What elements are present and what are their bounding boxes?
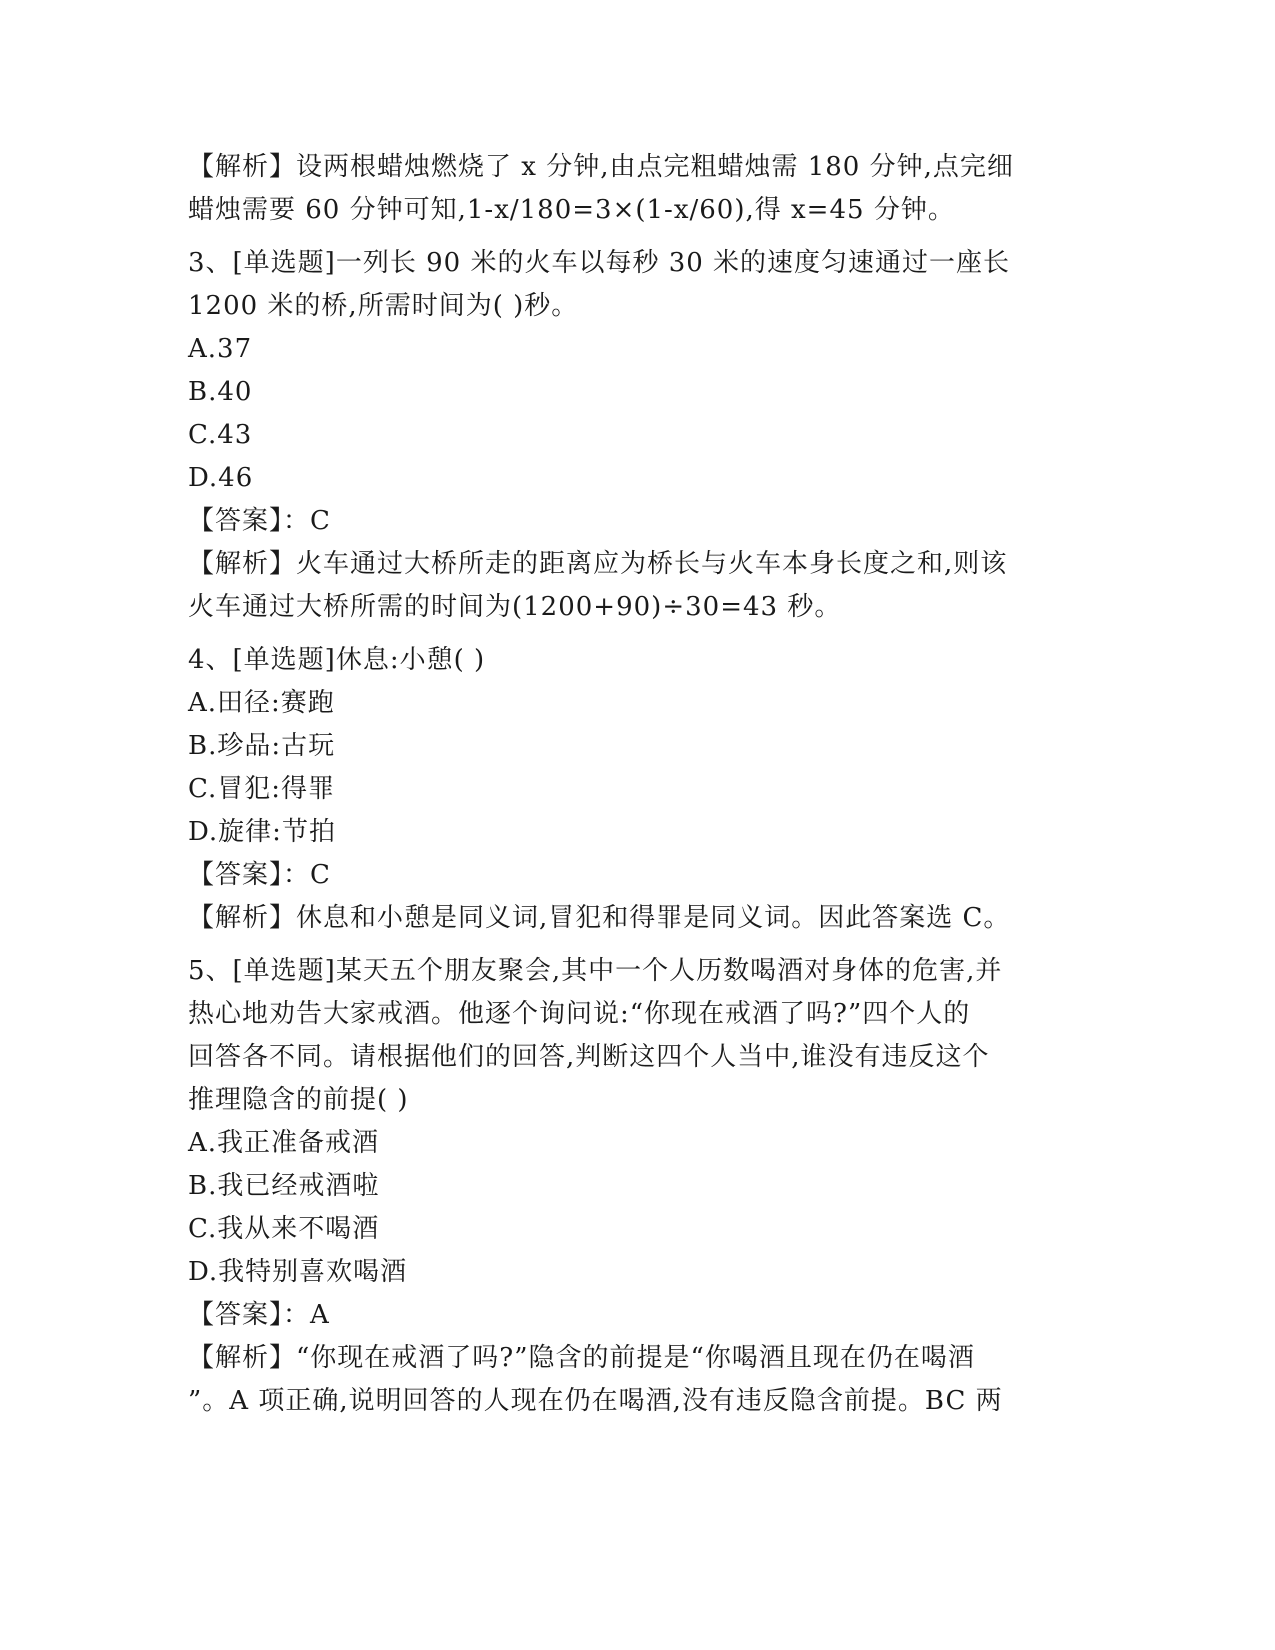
option-d: D.旋律:节拍 [188, 817, 336, 847]
option-b: B.我已经戒酒啦 [188, 1171, 380, 1201]
question-stem-line: 1200 米的桥,所需时间为( )秒。 [188, 291, 579, 321]
question-stem-line: 热心地劝告大家戒酒。他逐个询问说:“你现在戒酒了吗?”四个人的 [188, 999, 971, 1029]
answer-line: 【答案】：C [188, 860, 331, 890]
option-b: B.珍品:古玩 [188, 731, 336, 761]
answer-line: 【答案】：C [188, 506, 331, 536]
option-d: D.我特别喜欢喝酒 [188, 1257, 408, 1287]
spacer [188, 629, 1088, 639]
question-5 [188, 950, 1088, 1423]
question-stem-line: 4、[单选题]休息:小憩( ) [188, 645, 486, 675]
analysis-line: 【解析】火车通过大桥所走的距离应为桥长与火车本身长度之和,则该 [188, 549, 1008, 579]
question-stem-line: 5、[单选题]某天五个朋友聚会,其中一个人历数喝酒对身体的危害,并 [188, 956, 1003, 986]
option-a: A.田径:赛跑 [188, 688, 335, 718]
spacer [188, 232, 1088, 242]
prev-analysis [188, 146, 1088, 232]
option-a: A.我正准备戒酒 [188, 1128, 380, 1158]
analysis-line: 【解析】“你现在戒酒了吗?”隐含的前提是“你喝酒且现在仍在喝酒 [188, 1343, 975, 1373]
option-c: C.我从来不喝酒 [188, 1214, 380, 1244]
document-content [188, 146, 1088, 1423]
spacer [188, 940, 1088, 950]
option-d: D.46 [188, 463, 254, 493]
question-4 [188, 639, 1088, 940]
analysis-line: 【解析】休息和小憩是同义词,冒犯和得罪是同义词。因此答案选 C。 [188, 903, 1011, 933]
option-b: B.40 [188, 377, 253, 407]
option-c: C.43 [188, 420, 253, 450]
analysis-line: ”。A 项正确,说明回答的人现在仍在喝酒,没有违反隐含前提。BC 两 [188, 1386, 1003, 1416]
question-stem-line: 推理隐含的前提( ) [188, 1085, 409, 1115]
question-3 [188, 242, 1088, 629]
analysis-line: 【解析】设两根蜡烛燃烧了 x 分钟,由点完粗蜡烛需 180 分钟,点完细 [188, 152, 1014, 182]
analysis-line: 火车通过大桥所需的时间为(1200+90)÷30=43 秒。 [188, 592, 842, 622]
option-a: A.37 [188, 334, 253, 364]
analysis-line: 蜡烛需要 60 分钟可知,1-x/180=3×(1-x/60),得 x=45 分钟。 [188, 195, 955, 225]
option-c: C.冒犯:得罪 [188, 774, 335, 804]
question-stem-line: 回答各不同。请根据他们的回答,判断这四个人当中,谁没有违反这个 [188, 1042, 990, 1072]
question-stem-line: 3、[单选题]一列长 90 米的火车以每秒 30 米的速度匀速通过一座长 [188, 248, 1011, 278]
answer-line: 【答案】：A [188, 1300, 330, 1330]
